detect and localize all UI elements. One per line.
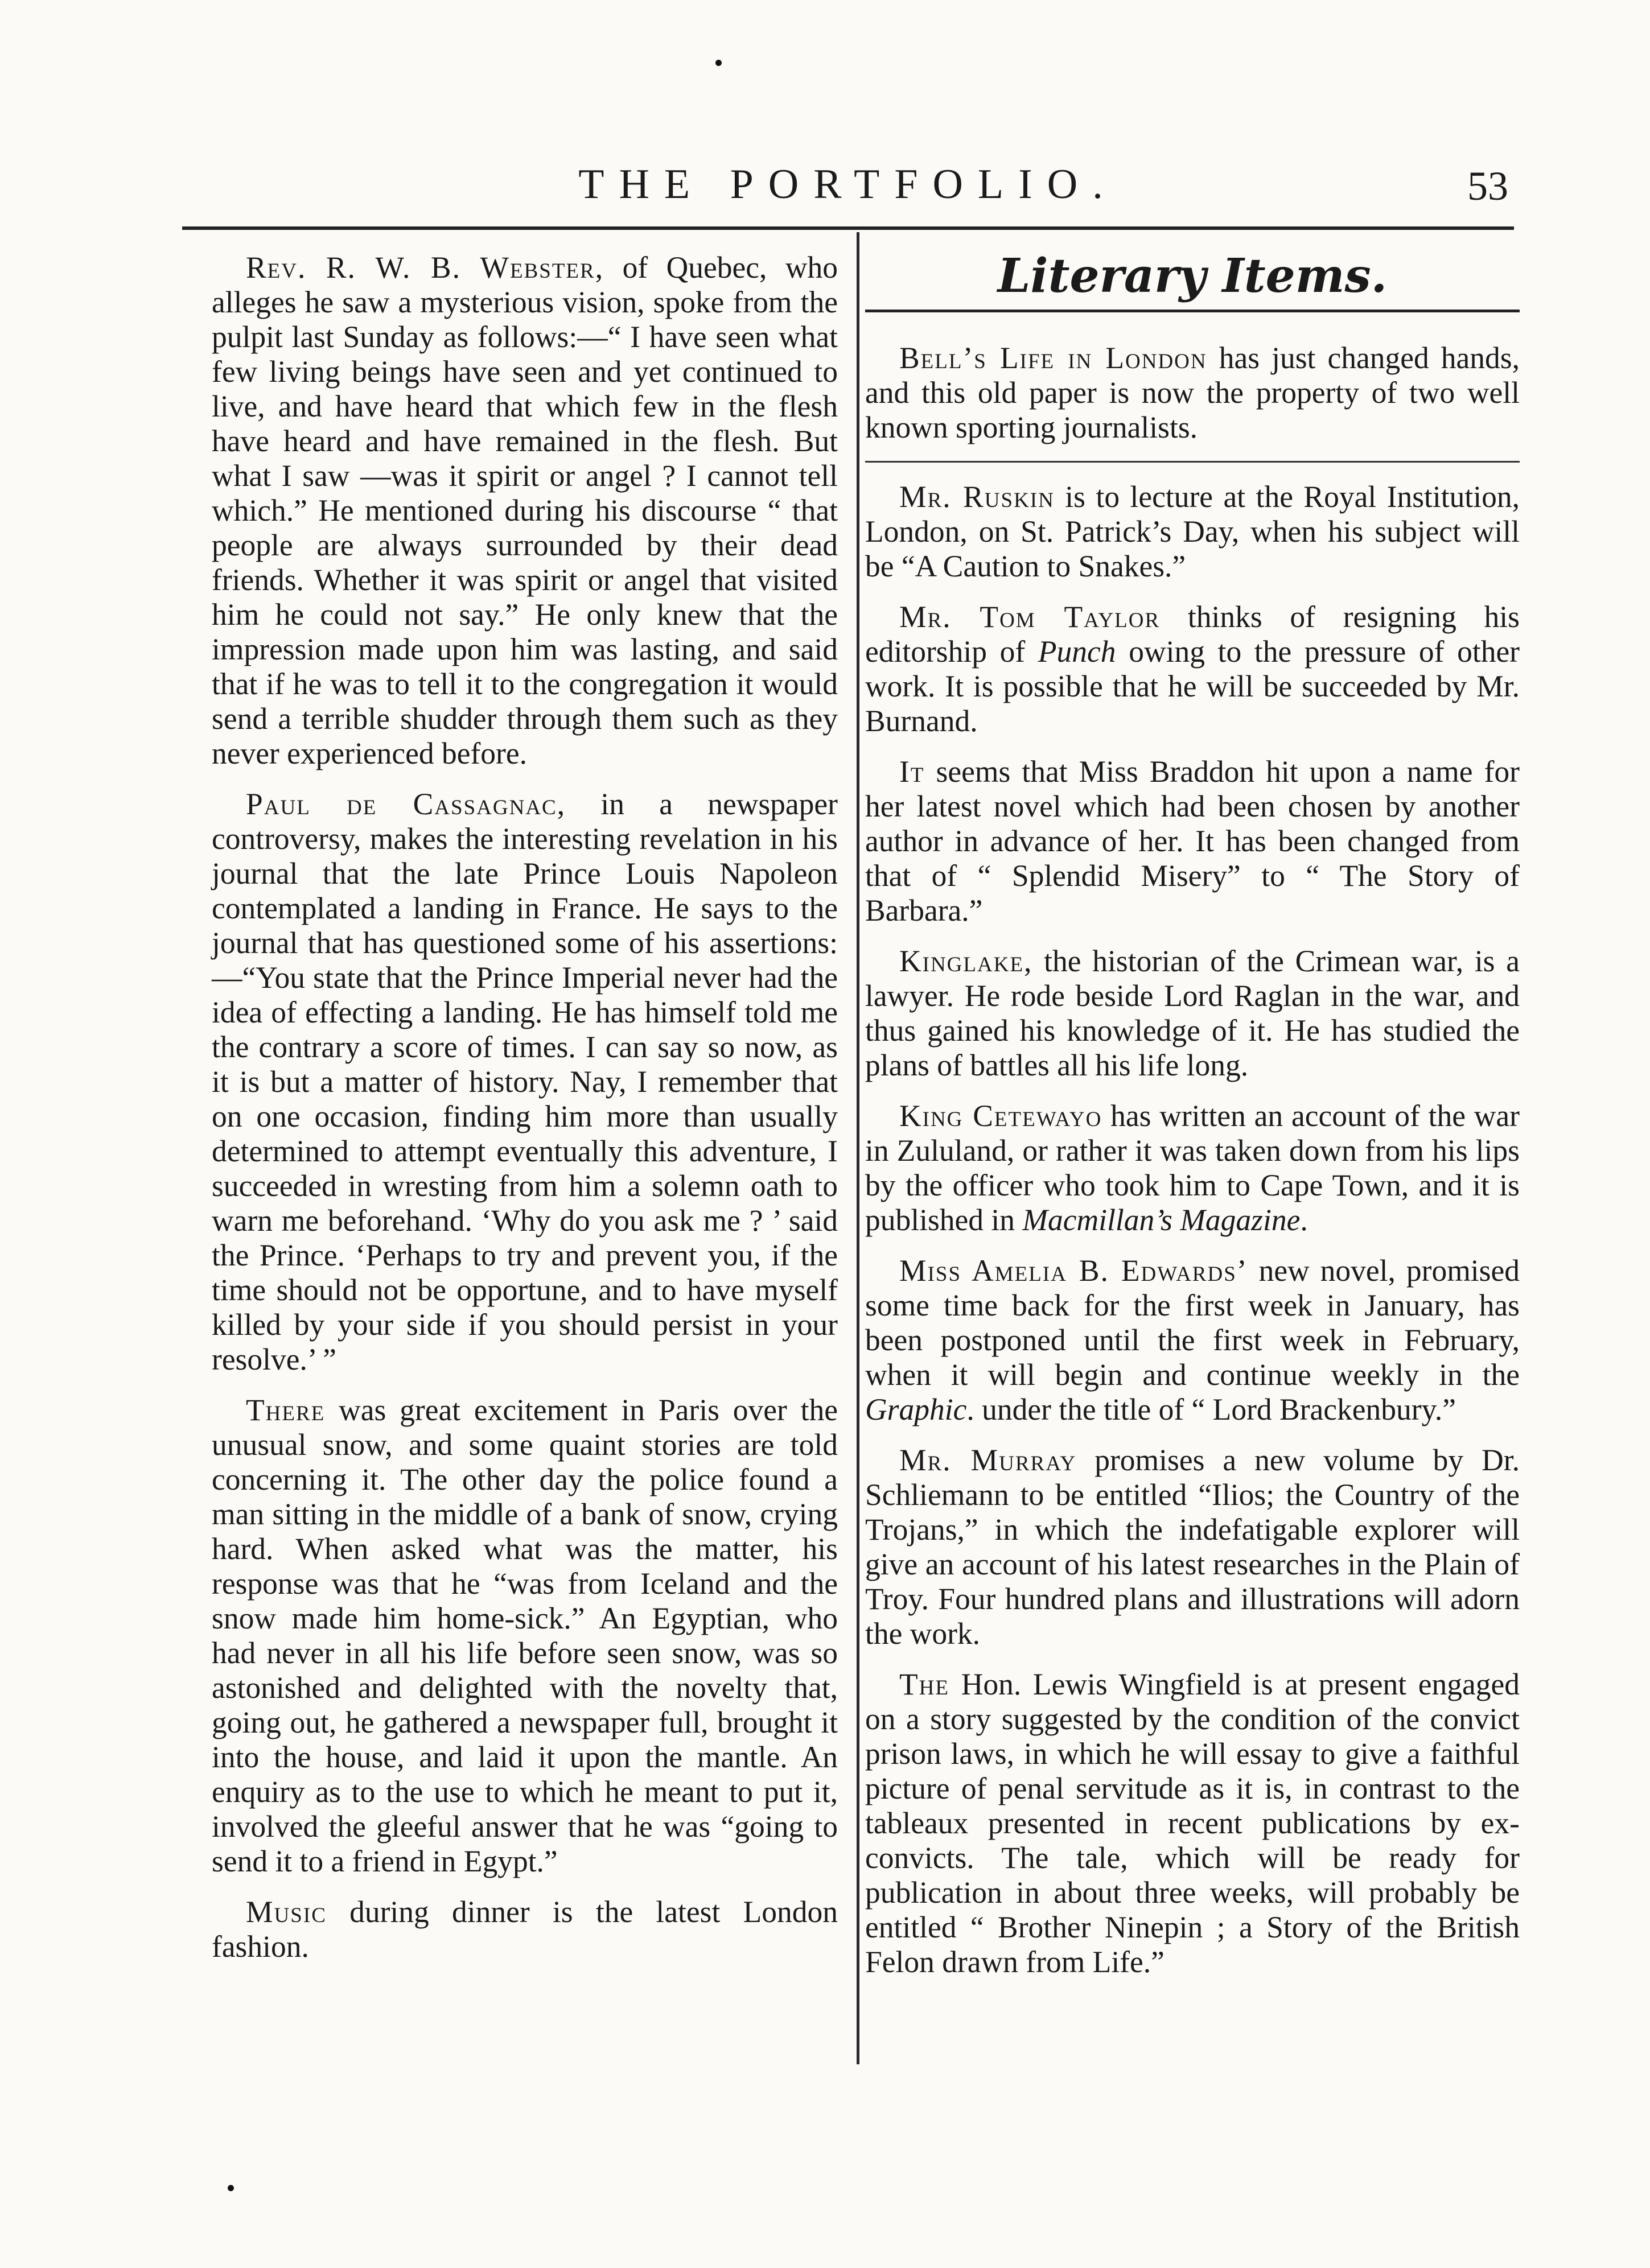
scan-speck [228,2185,234,2191]
item-lead: Bell’s Life in London [899,341,1207,375]
item-lead: It [899,754,925,789]
scan-speck [715,60,722,66]
item-text-italic: Macmillan’s Magazine [1022,1203,1301,1237]
item-lead: There [246,1393,326,1427]
item-ruskin [865,480,1520,584]
item-lead: Rev. R. W. B. Webster, [246,250,604,284]
item-text: has just changed hands, and this old paper is now the property of two well known sporting journalists. [865,341,1520,444]
item-lead: King Cetewayo [899,1099,1102,1133]
item-text-pre: has written an account of the war in Zululand, or rather it was taken down from his lips by the officer who took him to Cape Town, and it is published in [865,1099,1520,1237]
item-edwards [865,1253,1520,1427]
item-lead: Miss Amelia B. Edwards’ [899,1253,1248,1288]
item-lead: The [899,1667,950,1701]
item-text: of Quebec, who alleges he saw a mysterious vision, spoke from the pulpit last Sunday as follows:—“ I have seen what few living beings have seen and yet continued to live, and have heard that which few in the flesh have heard and have remained in the flesh. But what I saw —was it spirit or angel ? I cannot tell which.” He mentioned during his discourse “ that people are always surrounded by their dead friends. Whether it was spirit or angel that visited him he could not say.” He only knew that the impression made upon him was lasting, and said that if he was to tell it to the congregation it would send a terrible shudder through them such as they never experienced before. [212,250,838,770]
section-heading: Literary Items. [997,249,1388,303]
item-murray [865,1443,1520,1651]
item-text-italic: Graphic [865,1392,967,1426]
item-text: the historian of the Crimean war, is a lawyer. He rode beside Lord Raglan in the war, and thus gained his knowledge of it. He has studied the plans of battles all his life long. [865,944,1520,1082]
item-text: is to lecture at the Royal Institution, London, on St. Patrick’s Day, when his subject will be “A Caution to Snakes.” [865,480,1520,583]
item-wingfield [865,1667,1520,1980]
item-cetewayo [865,1099,1520,1238]
item-text-pre: new novel, promised some time back for the first week in January, has been postponed until the first week in February, when it will begin and continue weekly in the [865,1253,1520,1392]
item-kinglake [865,944,1520,1083]
page-number: 53 [1467,163,1508,209]
item-cassagnac [212,787,838,1377]
item-text: owing to the pressure of other work. It is possible that he will be succeeded by Mr. Burnand. [865,634,1520,738]
item-lead: Mr. Ruskin [899,480,1055,514]
item-text: Hon. Lewis Wingfield is at present engaged on a story suggested by the condition of the convict prison laws, in which he will essay to give a faithful picture of penal servitude as it is, in contrast to the tableaux presented in recent publications by ex-convicts. The tale, which will be ready for publication in about three weeks, will probably be entitled “ Brother Ninepin ; a Story of the British Felon drawn from Life.” [865,1667,1520,1979]
item-text: . under the title of “ Lord Brackenbury.” [966,1392,1456,1426]
page-header [171,160,1525,223]
section-rule [865,310,1520,312]
item-tom-taylor [865,600,1520,739]
item-text-italic: Punch [1038,634,1116,669]
item-text: in a newspaper controversy, makes the interesting revelation in his journal that the late Prince Louis Napoleon contemplated a landing in France. He says to the journal that has questioned some of his assertions:—“You state that the Prince Imperial never had the idea of effecting a landing. He has himself told me the contrary a score of times. I can say so now, as it is but a matter of history. Nay, I remember that on one occasion, finding him more than usually determined to attempt eventually this adventure, I succeeded in wresting from him a solemn oath to warn me beforehand. ‘Why do you ask me ? ’ said the Prince. ‘Perhaps to try and prevent you, if the time should not be opportune, and to have myself killed by your side if you should persist in your resolve.’ ” [212,787,838,1376]
item-music [212,1895,838,1964]
header-rule [182,226,1514,230]
item-text-pre: thinks of resigning his editorship of [865,600,1520,669]
item-lead: Kinglake, [899,944,1033,978]
left-column [212,250,838,1980]
item-lead: Mr. Murray [899,1443,1077,1477]
item-webster [212,250,838,771]
item-text: . [1300,1203,1308,1237]
item-text: seems that Miss Braddon hit upon a name for her latest novel which had been chosen by another author in advance of her. It has been changed from that of “ Splendid Misery” to “ The Story of Barbara.” [865,754,1520,927]
item-text: promises a new volume by Dr. Schliemann to be entitled “Ilios; the Country of the Trojans,” in which the indefatigable explorer will give an account of his latest researches in the Plain of Troy. Four hundred plans and illustrations will adorn the work. [865,1443,1520,1651]
item-lead: Mr. Tom Taylor [899,600,1161,634]
item-braddon [865,754,1520,928]
item-paris-snow [212,1393,838,1879]
item-lead: Music [246,1895,327,1929]
column-divider [857,232,859,2064]
right-column [865,250,1520,1995]
item-bells-life [865,341,1520,445]
page-title: THE PORTFOLIO. [578,161,1118,208]
item-lead: Paul de Cassagnac, [246,787,566,821]
item-divider [865,461,1520,463]
item-text: during dinner is the latest London fashion. [212,1895,838,1964]
item-text: was great excitement in Paris over the unusual snow, and some quaint stories are told concerning it. The other day the police found a man sitting in the middle of a bank of snow, crying hard. When asked what was the matter, his response was that he “was from Iceland and the snow made him home-sick.” An Egyptian, who had never in all his life before seen snow, was so astonished and delighted with the novelty that, going out, he gathered a newspaper full, brought it into the house, and laid it upon the mantle. An enquiry as to the use to which he meant to put it, involved the gleeful answer that he was “going to send it to a friend in Egypt.” [212,1393,838,1878]
